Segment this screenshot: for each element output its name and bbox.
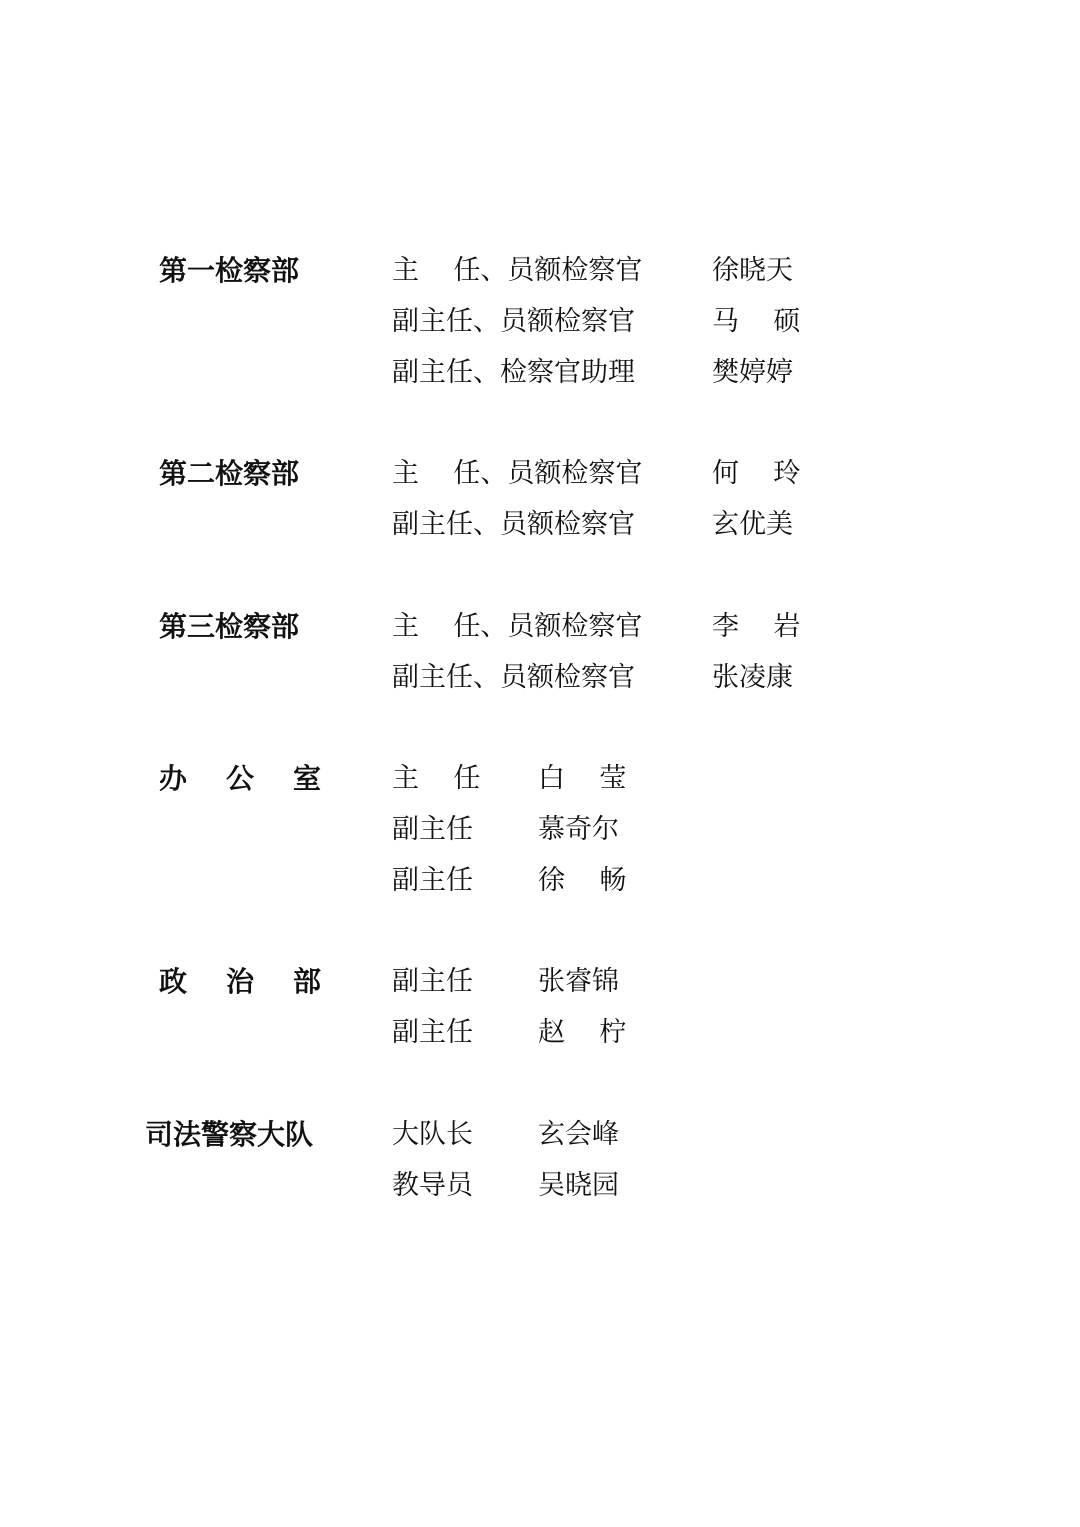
department-name: 第三检察部: [159, 610, 300, 643]
member-title: 主 任、员额检察官: [392, 255, 643, 286]
department-name: 政 治 部: [159, 965, 321, 998]
member-row: [392, 814, 619, 845]
member-name: 玄优美: [712, 509, 793, 540]
member-row: [392, 306, 801, 337]
member-name: 赵 柠: [538, 1017, 627, 1048]
member-title: 副主任: [392, 814, 473, 845]
member-title: 主 任、员额检察官: [392, 611, 643, 642]
member-row: [392, 763, 627, 794]
member-title: 副主任、员额检察官: [392, 662, 635, 693]
member-row: [392, 865, 627, 896]
member-row: [392, 966, 619, 997]
member-name: 张睿锦: [538, 966, 619, 997]
member-row: [392, 1170, 619, 1201]
department-name: 第一检察部: [159, 254, 300, 287]
member-row: [392, 357, 793, 388]
member-name: 徐晓天: [712, 255, 793, 286]
member-name: 徐 畅: [538, 865, 627, 896]
member-name: 白 莹: [538, 763, 627, 794]
member-name: 玄会峰: [538, 1119, 619, 1150]
member-name: 李 岩: [712, 611, 801, 642]
member-row: [392, 611, 801, 642]
member-row: [392, 1017, 627, 1048]
member-row: [392, 255, 793, 286]
member-title: 副主任: [392, 865, 473, 896]
member-title: 教导员: [392, 1170, 473, 1201]
member-row: [392, 1119, 619, 1150]
member-title: 副主任、检察官助理: [392, 357, 635, 388]
member-name: 何 玲: [712, 458, 801, 489]
member-name: 吴晓园: [538, 1170, 619, 1201]
member-name: 慕奇尔: [538, 814, 619, 845]
member-title: 副主任、员额检察官: [392, 306, 635, 337]
member-name: 马 硕: [712, 306, 801, 337]
member-title: 副主任: [392, 966, 473, 997]
member-title: 副主任、员额检察官: [392, 509, 635, 540]
member-title: 主 任、员额检察官: [392, 458, 643, 489]
member-title: 副主任: [392, 1017, 473, 1048]
member-row: [392, 662, 793, 693]
member-row: [392, 509, 793, 540]
member-row: [392, 458, 801, 489]
department-name: 办 公 室: [159, 762, 321, 795]
member-title: 大队长: [392, 1119, 473, 1150]
member-name: 张凌康: [712, 662, 793, 693]
department-name: 第二检察部: [159, 457, 300, 490]
department-name: 司法警察大队: [145, 1118, 314, 1151]
member-name: 樊婷婷: [712, 357, 793, 388]
member-title: 主 任: [392, 763, 481, 794]
